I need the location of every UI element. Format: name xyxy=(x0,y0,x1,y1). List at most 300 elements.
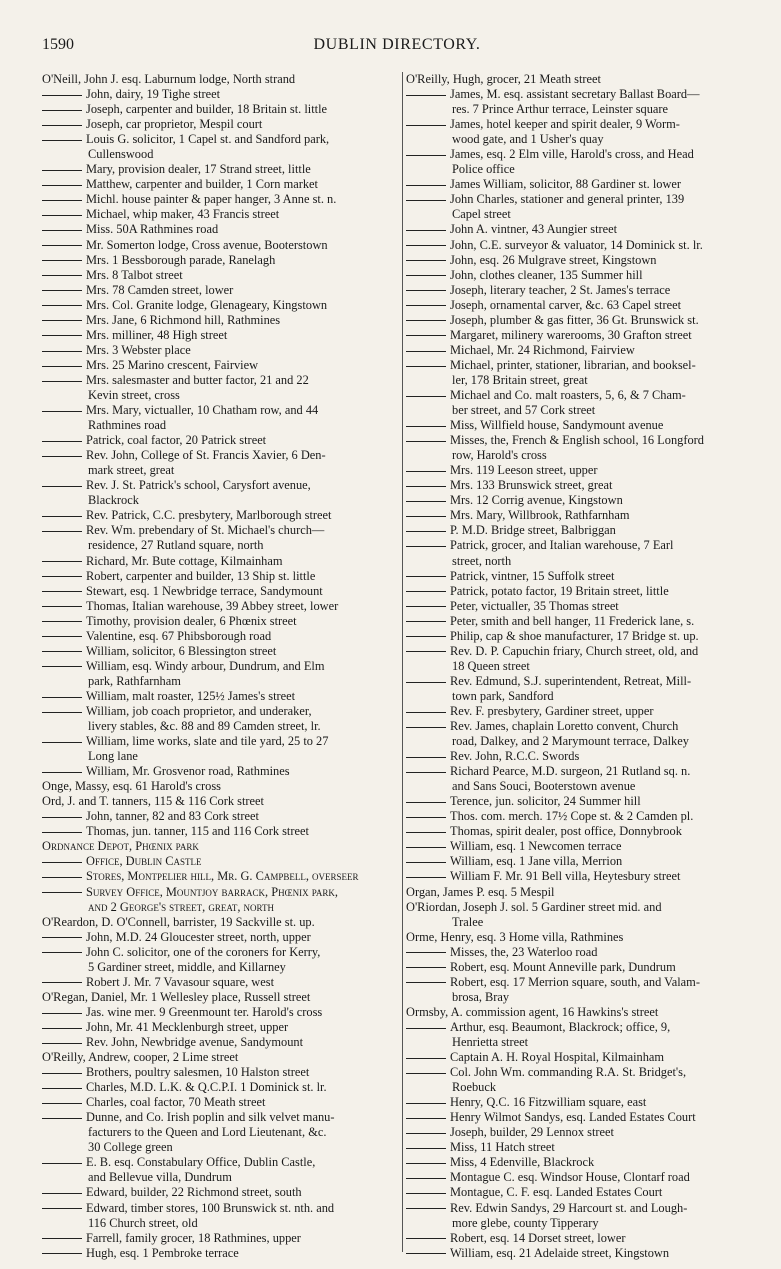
entry-line xyxy=(406,809,756,824)
entry-text: Captain A. H. Royal Hospital, Kilmainham xyxy=(450,1050,665,1065)
ditto-dash xyxy=(42,1043,82,1044)
entry-text: and Sans Souci, Booterstown avenue xyxy=(452,779,636,794)
entry-line xyxy=(406,1065,756,1080)
entry-text: John, clothes cleaner, 135 Summer hill xyxy=(450,267,643,282)
ditto-dash xyxy=(42,591,82,592)
ditto-dash xyxy=(406,847,446,848)
entry-text: Robert, esq. Mount Anneville park, Dundrum xyxy=(450,959,676,974)
directory-entry xyxy=(406,1201,756,1231)
entry-line xyxy=(42,87,394,102)
entry-text: Miss, 11 Hatch street xyxy=(450,1140,555,1155)
directory-entry xyxy=(406,298,756,313)
directory-entry xyxy=(42,132,394,162)
directory-entry xyxy=(406,478,756,493)
entry-text: more glebe, county Tipperary xyxy=(452,1215,599,1230)
directory-entry xyxy=(42,990,394,1005)
directory-entry xyxy=(42,1005,394,1020)
directory-entry xyxy=(406,358,756,388)
ditto-dash xyxy=(406,1103,446,1104)
directory-entry xyxy=(406,1155,756,1170)
ditto-dash xyxy=(406,817,446,818)
entry-text: O'Neill, John J. esq. Laburnum lodge, North strand xyxy=(42,72,296,86)
entry-line xyxy=(42,1095,394,1110)
entry-line xyxy=(406,343,756,358)
ditto-dash xyxy=(406,546,446,547)
entry-text: Michael and Co. malt roasters, 5, 6, & 7 Cham- xyxy=(450,387,686,402)
entry-line xyxy=(406,463,756,478)
entry-text: Mrs. salesmaster and butter factor, 21 and 22 xyxy=(86,372,309,387)
entry-text: Mrs. 78 Camden street, lower xyxy=(86,282,234,297)
entry-text: Mrs. Mary, victualler, 10 Chatham row, and 44 xyxy=(86,403,319,418)
entry-line xyxy=(406,418,756,433)
entry-text: Misses, the, French & English school, 16 Longford xyxy=(450,433,704,448)
entry-text: facturers to the Queen and Lord Lieutenant, &c. xyxy=(88,1125,327,1140)
entry-line xyxy=(42,554,394,569)
ditto-dash xyxy=(406,426,446,427)
directory-entry xyxy=(42,102,394,117)
ditto-dash xyxy=(42,381,82,382)
entry-continuation xyxy=(42,147,394,162)
entry-line xyxy=(42,1080,394,1095)
ditto-dash xyxy=(42,937,82,938)
entry-text: Onge, Massy, esq. 61 Harold's cross xyxy=(42,779,222,794)
directory-entry xyxy=(42,162,394,177)
directory-entry xyxy=(42,433,394,448)
entry-continuation xyxy=(42,1140,394,1155)
entry-text: Joseph, carpenter and builder, 18 Britain st. little xyxy=(86,102,328,117)
entry-text: John A. vintner, 43 Aungier street xyxy=(450,222,618,237)
entry-continuation xyxy=(42,749,394,764)
ditto-dash xyxy=(42,1163,82,1164)
entry-line xyxy=(42,238,394,253)
entry-text: Miss, Willfield house, Sandymount avenue xyxy=(450,418,664,433)
entry-line xyxy=(406,1140,756,1155)
entry-text: residence, 27 Rutland square, north xyxy=(88,538,264,553)
ditto-dash xyxy=(406,275,446,276)
entry-line xyxy=(406,824,756,839)
directory-entry xyxy=(42,659,394,689)
directory-entry xyxy=(406,508,756,523)
directory-entry xyxy=(406,674,756,704)
directory-entry xyxy=(42,192,394,207)
entry-text: Michael, whip maker, 43 Francis street xyxy=(86,207,280,222)
ditto-dash xyxy=(42,140,82,141)
entry-line xyxy=(42,1155,394,1170)
entry-line xyxy=(42,1050,394,1065)
ditto-dash xyxy=(406,1238,446,1239)
entry-text: street, north xyxy=(452,553,512,568)
directory-entry xyxy=(406,839,756,854)
entry-text: Richard, Mr. Bute cottage, Kilmainham xyxy=(86,553,283,568)
entry-text: town park, Sandford xyxy=(452,688,554,703)
entry-text: Mrs. 8 Talbot street xyxy=(86,267,183,282)
entry-line xyxy=(42,659,394,674)
ditto-dash xyxy=(42,125,82,126)
directory-entry xyxy=(42,569,394,584)
directory-entry xyxy=(406,644,756,674)
entry-line xyxy=(406,1005,756,1020)
ditto-dash xyxy=(406,832,446,833)
entry-text: ber street, and 57 Cork street xyxy=(452,403,596,418)
directory-entry xyxy=(42,644,394,659)
entry-text: Miss. 50A Rathmines road xyxy=(86,222,219,237)
entry-line xyxy=(42,854,394,869)
entry-line xyxy=(42,569,394,584)
directory-entry xyxy=(406,343,756,358)
directory-entry xyxy=(406,1020,756,1050)
entry-text: brosa, Bray xyxy=(452,989,510,1004)
directory-entry xyxy=(406,719,756,749)
entry-text: Arthur, esq. Beaumont, Blackrock; office, 9, xyxy=(450,1019,671,1034)
entry-line xyxy=(42,117,394,132)
ditto-dash xyxy=(406,290,446,291)
entry-line xyxy=(42,885,394,900)
entry-text: Capel street xyxy=(452,207,511,222)
entry-text: row, Harold's cross xyxy=(452,448,547,463)
entry-text: William, esq. Windy arbour, Dundrum, and Elm xyxy=(86,658,325,673)
entry-text: Rev. John, Newbridge avenue, Sandymount xyxy=(86,1035,304,1049)
entry-text: Rev. Wm. prebendary of St. Michael's church— xyxy=(86,523,325,538)
entry-line xyxy=(406,1155,756,1170)
entry-line xyxy=(42,283,394,298)
entry-text: Joseph, literary teacher, 2 St. James's terrace xyxy=(450,282,671,297)
entry-text: Rev. James, chaplain Loretto convent, Church xyxy=(450,719,679,734)
entry-text: wood gate, and 1 Usher's quay xyxy=(452,132,604,147)
directory-entry xyxy=(42,1035,394,1050)
entry-line xyxy=(406,268,756,283)
entry-text: Cullenswood xyxy=(88,147,154,162)
entry-continuation xyxy=(406,132,756,147)
directory-entry xyxy=(406,253,756,268)
ditto-dash xyxy=(42,606,82,607)
entry-continuation xyxy=(406,915,756,930)
entry-text: Edward, timber stores, 100 Brunswick st. nth. and xyxy=(86,1200,335,1215)
ditto-dash xyxy=(42,411,82,412)
entry-line xyxy=(406,523,756,538)
ditto-dash xyxy=(406,1148,446,1149)
entry-text: John, C.E. surveyor & valuator, 14 Dominick st. lr. xyxy=(450,237,703,252)
directory-entry xyxy=(42,975,394,990)
ditto-dash xyxy=(406,1118,446,1119)
entry-text: William F. Mr. 91 Bell villa, Heytesbury street xyxy=(450,869,681,884)
entry-text: Police office xyxy=(452,162,515,177)
directory-entry xyxy=(42,1155,394,1185)
directory-entry xyxy=(406,222,756,237)
entry-text: William, lime works, slate and tile yard, 25 to 27 xyxy=(86,734,329,749)
directory-entry xyxy=(406,493,756,508)
entry-line xyxy=(42,794,394,809)
entry-line xyxy=(406,614,756,629)
entry-line xyxy=(406,704,756,719)
entry-line xyxy=(406,930,756,945)
entry-text: Tralee xyxy=(452,914,484,929)
directory-entry xyxy=(406,629,756,644)
entry-line xyxy=(406,569,756,584)
ditto-dash xyxy=(406,1253,446,1254)
entry-line xyxy=(406,900,756,915)
ditto-dash xyxy=(406,531,446,532)
entry-text: Joseph, builder, 29 Lennox street xyxy=(450,1125,614,1140)
entry-text: Rev. Patrick, C.C. presbytery, Marlborough street xyxy=(86,508,332,523)
entry-text: Mrs. Col. Granite lodge, Glenageary, Kingstown xyxy=(86,297,328,312)
entry-text: Valentine, esq. 67 Phibsborough road xyxy=(86,628,272,643)
directory-entry xyxy=(42,448,394,478)
directory-entry xyxy=(42,930,394,945)
ditto-dash xyxy=(42,366,82,367)
directory-entry xyxy=(406,749,756,764)
entry-text: Timothy, provision dealer, 6 Phœnix street xyxy=(86,613,297,628)
entry-text: Mrs. milliner, 48 High street xyxy=(86,327,228,342)
left-column xyxy=(42,72,394,1261)
directory-entry xyxy=(42,824,394,839)
entry-continuation xyxy=(42,674,394,689)
entry-line xyxy=(42,132,394,147)
ditto-dash xyxy=(406,606,446,607)
entry-text: John C. solicitor, one of the coroners for Kerry, xyxy=(86,944,321,959)
directory-entry xyxy=(406,704,756,719)
entry-text: P. M.D. Bridge street, Balbriggan xyxy=(450,523,616,538)
ditto-dash xyxy=(406,471,446,472)
entry-line xyxy=(42,599,394,614)
entry-text: and Bellevue villa, Dundrum xyxy=(88,1170,232,1185)
directory-entry xyxy=(42,1020,394,1035)
entry-line xyxy=(406,117,756,132)
entry-text: Robert, esq. 14 Dorset street, lower xyxy=(450,1230,626,1245)
entry-text: Rev. J. St. Patrick's school, Carysfort avenue, xyxy=(86,478,311,493)
entry-text: Rev. John, College of St. Francis Xavier, 6 Den- xyxy=(86,448,326,463)
entry-text: Michael, printer, stationer, librarian, and booksel- xyxy=(450,357,696,372)
directory-entry xyxy=(406,824,756,839)
ditto-dash xyxy=(406,351,446,352)
ditto-dash xyxy=(406,862,446,863)
entry-line xyxy=(42,734,394,749)
directory-entry xyxy=(406,569,756,584)
entry-text: William, Mr. Grosvenor road, Rathmines xyxy=(86,764,290,779)
ditto-dash xyxy=(42,260,82,261)
entry-continuation xyxy=(406,689,756,704)
directory-entry xyxy=(406,1065,756,1095)
entry-continuation xyxy=(406,554,756,569)
entry-line xyxy=(406,1201,756,1216)
ditto-dash xyxy=(42,441,82,442)
entry-line xyxy=(406,298,756,313)
directory-entry xyxy=(42,764,394,779)
directory-entry xyxy=(42,403,394,433)
entry-line xyxy=(406,1170,756,1185)
directory-entry xyxy=(406,869,756,884)
directory-entry xyxy=(406,975,756,1005)
entry-line xyxy=(42,523,394,538)
ditto-dash xyxy=(42,1208,82,1209)
entry-continuation xyxy=(406,779,756,794)
directory-entry xyxy=(42,704,394,734)
entry-line xyxy=(42,689,394,704)
entry-line xyxy=(42,1246,394,1261)
entry-text: William, esq. 1 Newcomen terrace xyxy=(450,839,622,854)
page-number: 1590 xyxy=(42,36,74,53)
entry-line xyxy=(42,779,394,794)
directory-entry xyxy=(406,900,756,930)
entry-line xyxy=(42,298,394,313)
ditto-dash xyxy=(406,682,446,683)
directory-entry xyxy=(406,854,756,869)
directory-entry xyxy=(42,794,394,809)
entry-line xyxy=(406,508,756,523)
directory-entry xyxy=(42,599,394,614)
ditto-dash xyxy=(406,95,446,96)
ditto-dash xyxy=(42,1073,82,1074)
entry-continuation xyxy=(406,1035,756,1050)
ditto-dash xyxy=(42,862,82,863)
entry-line xyxy=(42,207,394,222)
directory-entry xyxy=(406,523,756,538)
entry-line xyxy=(42,614,394,629)
entry-text: Mrs. 119 Leeson street, upper xyxy=(450,463,598,478)
entry-line xyxy=(406,253,756,268)
page-title: DUBLIN DIRECTORY. xyxy=(313,36,481,53)
entry-line xyxy=(42,343,394,358)
directory-entry xyxy=(406,1246,756,1261)
entry-line xyxy=(406,1110,756,1125)
entry-line xyxy=(42,222,394,237)
ditto-dash xyxy=(42,275,82,276)
entry-text: William, esq. 21 Adelaide street, Kingstown xyxy=(450,1245,670,1260)
entry-line xyxy=(406,1125,756,1140)
entry-text: Thomas, spirit dealer, post office, Donnybrook xyxy=(450,824,682,839)
entry-continuation xyxy=(406,448,756,463)
ditto-dash xyxy=(406,636,446,637)
ditto-dash xyxy=(406,441,446,442)
entry-continuation xyxy=(406,659,756,674)
entry-text: Rev. John, R.C.C. Swords xyxy=(450,749,580,764)
directory-entry xyxy=(42,629,394,644)
entry-text: Mrs. Mary, Willbrook, Rathfarnham xyxy=(450,508,630,523)
entry-text: Peter, smith and bell hanger, 11 Frederick lane, s. xyxy=(450,613,695,628)
entry-line xyxy=(42,839,394,854)
ditto-dash xyxy=(406,621,446,622)
directory-entry xyxy=(42,343,394,358)
ditto-dash xyxy=(42,892,82,893)
entry-continuation xyxy=(406,990,756,1005)
entry-line xyxy=(406,358,756,373)
entry-text: Charles, coal factor, 70 Meath street xyxy=(86,1095,266,1110)
entry-text: Orme, Henry, esq. 3 Home villa, Rathmines xyxy=(406,929,624,944)
entry-text: Brothers, poultry salesmen, 10 Halston street xyxy=(86,1065,310,1080)
directory-entry xyxy=(42,358,394,373)
entry-continuation xyxy=(406,102,756,117)
entry-text: Henry Wilmot Sandys, esq. Landed Estates Court xyxy=(450,1110,696,1125)
entry-line xyxy=(42,1185,394,1200)
ditto-dash xyxy=(42,245,82,246)
directory-entry xyxy=(42,523,394,553)
entry-continuation xyxy=(42,493,394,508)
ditto-dash xyxy=(42,230,82,231)
ditto-dash xyxy=(406,1133,446,1134)
directory-entry xyxy=(42,1080,394,1095)
entry-continuation xyxy=(42,1125,394,1140)
ditto-dash xyxy=(406,305,446,306)
entry-line xyxy=(42,328,394,343)
directory-entry xyxy=(406,599,756,614)
entry-line xyxy=(42,945,394,960)
entry-text: Mrs. 25 Marino crescent, Fairview xyxy=(86,357,259,372)
ditto-dash xyxy=(42,1013,82,1014)
directory-entry xyxy=(42,177,394,192)
ditto-dash xyxy=(406,335,446,336)
entry-line xyxy=(42,764,394,779)
entry-text: Mrs. 1 Bessborough parade, Ranelagh xyxy=(86,252,276,267)
ditto-dash xyxy=(406,712,446,713)
ditto-dash xyxy=(42,1238,82,1239)
entry-text: Matthew, carpenter and builder, 1 Corn market xyxy=(86,177,318,192)
entry-continuation xyxy=(406,162,756,177)
entry-line xyxy=(42,915,394,930)
entry-line xyxy=(42,358,394,373)
ditto-dash xyxy=(42,351,82,352)
entry-text: John, Mr. 41 Mecklenburgh street, upper xyxy=(86,1019,289,1034)
entry-text: John Charles, stationer and general printer, 139 xyxy=(450,192,685,207)
directory-entry xyxy=(406,794,756,809)
ditto-dash xyxy=(406,366,446,367)
entry-line xyxy=(406,1185,756,1200)
entry-text: Office, Dublin Castle xyxy=(86,854,202,869)
ditto-dash xyxy=(406,651,446,652)
ditto-dash xyxy=(406,1193,446,1194)
ditto-dash xyxy=(406,1208,446,1209)
page-header xyxy=(42,36,752,58)
entry-text: 116 Church street, old xyxy=(88,1215,198,1230)
entry-line xyxy=(42,809,394,824)
entry-line xyxy=(406,147,756,162)
entry-text: Kevin street, cross xyxy=(88,387,180,402)
entry-text: John, dairy, 19 Tighe street xyxy=(86,87,221,102)
ditto-dash xyxy=(406,982,446,983)
ditto-dash xyxy=(42,651,82,652)
entry-text: road, Dalkey, and 2 Marymount terrace, Dalkey xyxy=(452,734,689,749)
ditto-dash xyxy=(42,1193,82,1194)
entry-line xyxy=(406,794,756,809)
entry-text: Thomas, Italian warehouse, 39 Abbey street, lower xyxy=(86,598,339,613)
entry-text: Blackrock xyxy=(88,493,139,508)
entry-line xyxy=(42,313,394,328)
entry-continuation xyxy=(42,463,394,478)
entry-text: 30 College green xyxy=(88,1140,173,1155)
entry-line xyxy=(42,373,394,388)
ditto-dash xyxy=(42,1028,82,1029)
directory-entry xyxy=(406,1231,756,1246)
entry-line xyxy=(42,930,394,945)
entry-line xyxy=(406,869,756,884)
entry-line xyxy=(406,433,756,448)
entry-text: Hugh, esq. 1 Pembroke terrace xyxy=(86,1245,239,1260)
directory-entry xyxy=(406,809,756,824)
entry-text: livery stables, &c. 88 and 89 Camden street, lr. xyxy=(88,719,321,734)
directory-entry xyxy=(406,1125,756,1140)
entry-text: Michael, Mr. 24 Richmond, Fairview xyxy=(450,342,635,357)
entry-text: mark street, great xyxy=(88,463,175,478)
ditto-dash xyxy=(42,817,82,818)
directory-entry xyxy=(42,689,394,704)
entry-continuation xyxy=(42,900,394,915)
ditto-dash xyxy=(42,531,82,532)
entry-line xyxy=(406,644,756,659)
entry-text: James William, solicitor, 88 Gardiner st. lower xyxy=(450,177,682,192)
entry-line xyxy=(42,644,394,659)
entry-text: Michl. house painter & paper hanger, 3 Anne st. n. xyxy=(86,192,337,207)
ditto-dash xyxy=(406,1058,446,1059)
entry-line xyxy=(406,764,756,779)
entry-text: Farrell, family grocer, 18 Rathmines, upper xyxy=(86,1230,301,1245)
